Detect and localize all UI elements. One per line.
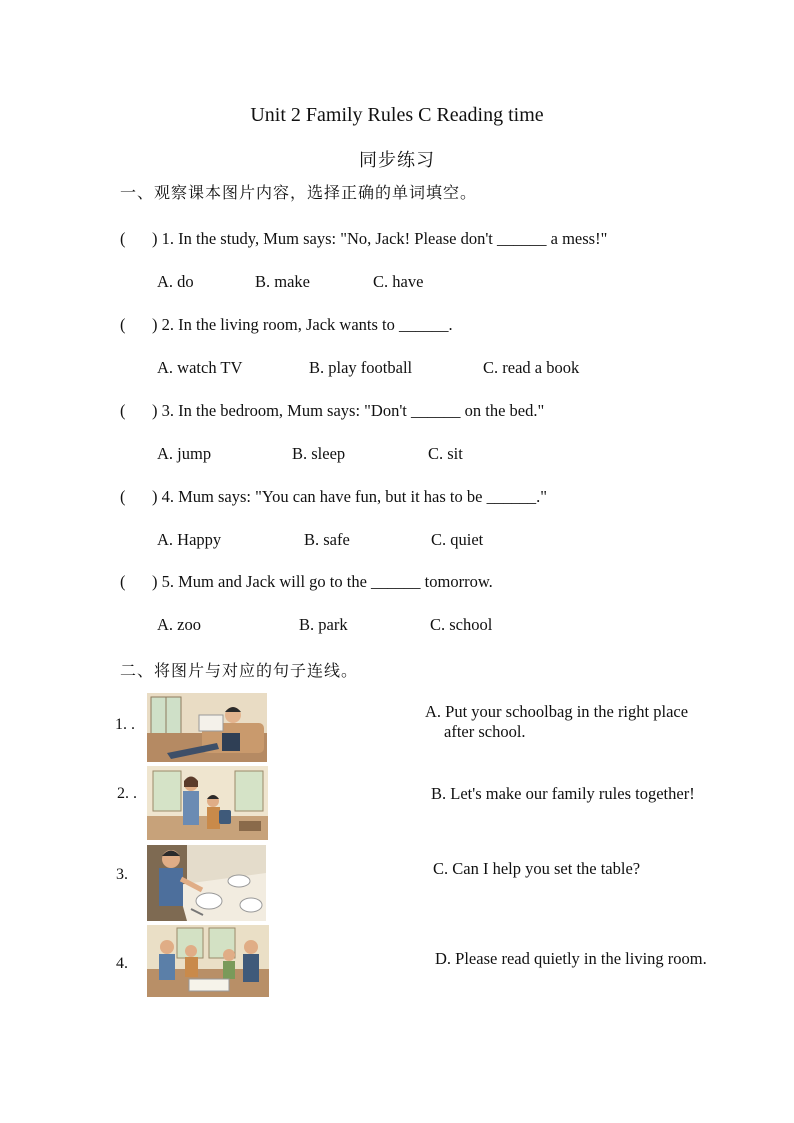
option-c: C. read a book — [483, 358, 580, 377]
sentence-a[interactable]: A. Put your schoolbag in the right place — [425, 702, 689, 721]
option-c: C. school — [430, 615, 493, 634]
sentence-d[interactable]: D. Please read quietly in the living room. — [435, 949, 707, 968]
picture-3-set-table[interactable] — [147, 845, 266, 921]
option-a: A. Happy — [157, 530, 222, 549]
picture-1-reading-newspaper[interactable] — [147, 693, 267, 762]
row-number-4: 4. — [116, 955, 128, 972]
option-a: A. watch TV — [157, 358, 243, 377]
row-number-1: 1. . — [115, 716, 135, 733]
question-text: ) 1. In the study, Mum says: "No, Jack! Please don't ______ a mess!" — [152, 229, 608, 248]
answer-blank-paren[interactable]: ( — [120, 229, 126, 248]
option-b: B. play football — [309, 358, 413, 377]
row-number-2: 2. . — [117, 785, 137, 802]
option-b: B. sleep — [292, 444, 346, 463]
question-2 — [120, 315, 453, 335]
row-number-3: 3. — [116, 866, 128, 883]
answer-blank-paren[interactable]: ( — [120, 401, 126, 420]
question-text: ) 4. Mum says: "You can have fun, but it has to be ______." — [152, 487, 547, 506]
option-a: A. do — [157, 272, 194, 291]
option-c: C. sit — [428, 444, 463, 463]
sentence-b[interactable]: B. Let's make our family rules together! — [431, 784, 695, 803]
page-subtitle: 同步练习 — [359, 150, 435, 171]
question-4 — [120, 487, 547, 507]
section1-heading: 一、观察课本图片内容，选择正确的单词填空。 — [120, 183, 478, 202]
question-text: ) 2. In the living room, Jack wants to ______. — [152, 315, 453, 334]
question-text: ) 5. Mum and Jack will go to the ______ tomorrow. — [152, 572, 493, 591]
option-a: A. zoo — [157, 615, 201, 634]
option-a: A. jump — [157, 444, 212, 463]
question-5 — [120, 572, 493, 592]
question-3 — [120, 401, 544, 421]
sentence-a-continued: after school. — [444, 722, 526, 741]
answer-blank-paren[interactable]: ( — [120, 572, 126, 591]
section2-heading: 二、将图片与对应的句子连线。 — [120, 661, 359, 680]
sentence-c[interactable]: C. Can I help you set the table? — [433, 859, 641, 878]
picture-4-family-rules[interactable] — [147, 925, 269, 997]
answer-blank-paren[interactable]: ( — [120, 487, 126, 506]
question-text: ) 3. In the bedroom, Mum says: "Don't ______ on the bed." — [152, 401, 545, 420]
option-b: B. safe — [304, 530, 350, 549]
option-c: C. have — [373, 272, 424, 291]
question-1 — [120, 229, 607, 249]
option-b: B. park — [299, 615, 348, 634]
option-c: C. quiet — [431, 530, 484, 549]
page-title: Unit 2 Family Rules C Reading time — [250, 104, 544, 126]
option-b: B. make — [255, 272, 310, 291]
picture-2-schoolbag[interactable] — [147, 766, 268, 840]
answer-blank-paren[interactable]: ( — [120, 315, 126, 334]
